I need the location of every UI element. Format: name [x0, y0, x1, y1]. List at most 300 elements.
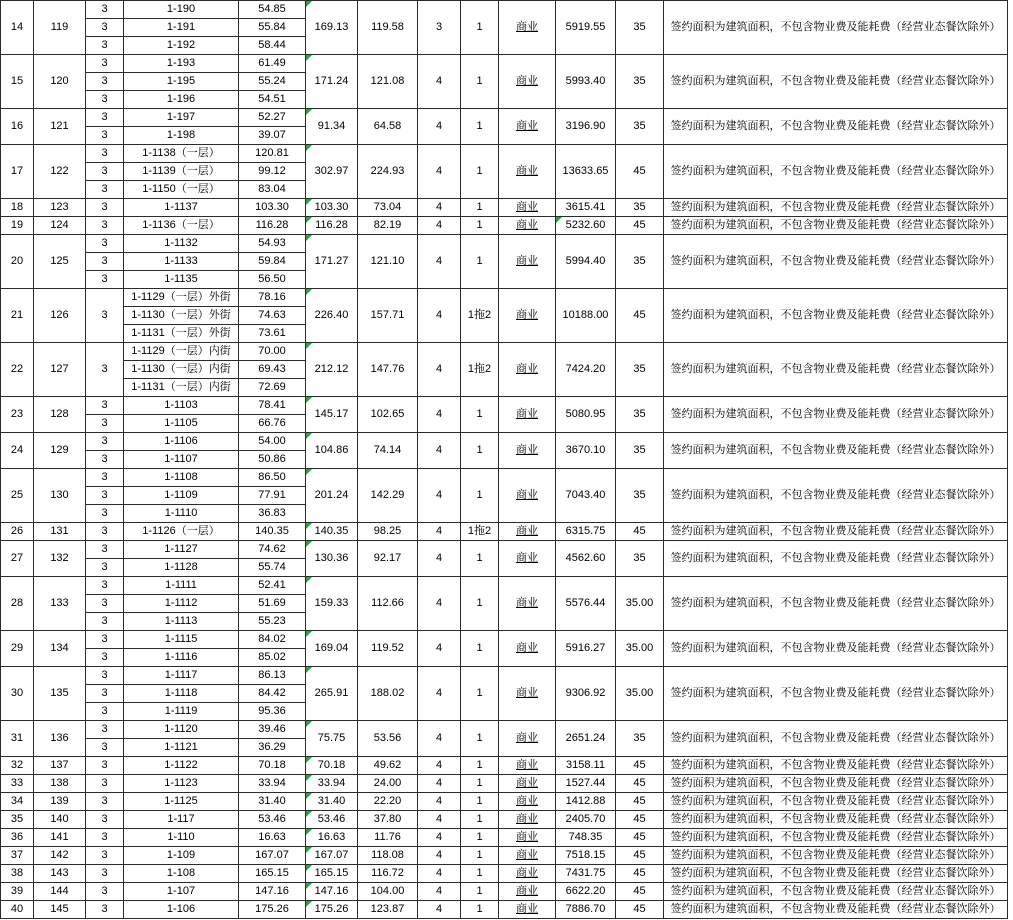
cell-unit-area[interactable] — [239, 847, 306, 865]
cell-building[interactable] — [86, 37, 124, 55]
cell-group-no[interactable] — [34, 541, 86, 577]
cell-building[interactable] — [86, 703, 124, 721]
cell-unit-code[interactable] — [124, 361, 239, 379]
cell-building[interactable] — [86, 109, 124, 127]
cell-note[interactable] — [664, 433, 1008, 469]
cell-seq[interactable] — [1, 865, 34, 883]
cell-rate[interactable] — [616, 523, 664, 541]
cell-layout[interactable] — [461, 433, 499, 469]
cell-unit-area[interactable] — [239, 163, 306, 181]
cell-unit-area[interactable] — [239, 271, 306, 289]
cell-note[interactable] — [664, 793, 1008, 811]
cell-building[interactable] — [86, 289, 124, 343]
cell-unit-area[interactable] — [239, 541, 306, 559]
cell-unit-area[interactable] — [239, 325, 306, 343]
cell-building[interactable] — [86, 181, 124, 199]
cell-group-no[interactable] — [34, 343, 86, 397]
cell-layout[interactable] — [461, 667, 499, 721]
cell-unit-code[interactable] — [124, 613, 239, 631]
cell-group-no[interactable] — [34, 775, 86, 793]
cell-unit-code[interactable] — [124, 595, 239, 613]
cell-group-no[interactable] — [34, 217, 86, 235]
cell-price[interactable] — [556, 145, 616, 199]
cell-layout[interactable] — [461, 55, 499, 109]
cell-price[interactable] — [556, 397, 616, 433]
cell-inner-area[interactable] — [358, 829, 418, 847]
cell-note[interactable] — [664, 55, 1008, 109]
cell-building[interactable] — [86, 505, 124, 523]
cell-floor[interactable] — [418, 721, 461, 757]
cell-seq[interactable] — [1, 469, 34, 523]
cell-note[interactable] — [664, 775, 1008, 793]
cell-building[interactable] — [86, 397, 124, 415]
cell-usage-type[interactable] — [499, 847, 556, 865]
cell-unit-area[interactable] — [239, 19, 306, 37]
cell-rate[interactable] — [616, 199, 664, 217]
cell-floor[interactable] — [418, 55, 461, 109]
cell-unit-area[interactable] — [239, 109, 306, 127]
cell-price[interactable] — [556, 829, 616, 847]
cell-floor[interactable] — [418, 811, 461, 829]
cell-note[interactable] — [664, 289, 1008, 343]
cell-total-area[interactable] — [306, 631, 358, 667]
cell-unit-code[interactable] — [124, 397, 239, 415]
cell-seq[interactable] — [1, 757, 34, 775]
cell-inner-area[interactable] — [358, 109, 418, 145]
cell-usage-type[interactable] — [499, 1, 556, 55]
cell-unit-code[interactable] — [124, 73, 239, 91]
cell-unit-code[interactable] — [124, 235, 239, 253]
cell-rate[interactable] — [616, 541, 664, 577]
cell-total-area[interactable] — [306, 469, 358, 523]
cell-price[interactable] — [556, 217, 616, 235]
cell-usage-type[interactable] — [499, 811, 556, 829]
cell-note[interactable] — [664, 811, 1008, 829]
cell-unit-code[interactable] — [124, 289, 239, 307]
cell-seq[interactable] — [1, 883, 34, 901]
cell-seq[interactable] — [1, 235, 34, 289]
cell-floor[interactable] — [418, 523, 461, 541]
cell-unit-code[interactable] — [124, 667, 239, 685]
cell-note[interactable] — [664, 901, 1008, 919]
cell-usage-type[interactable] — [499, 289, 556, 343]
cell-note[interactable] — [664, 757, 1008, 775]
cell-seq[interactable] — [1, 1, 34, 55]
cell-note[interactable] — [664, 631, 1008, 667]
cell-usage-type[interactable] — [499, 109, 556, 145]
cell-unit-area[interactable] — [239, 217, 306, 235]
cell-inner-area[interactable] — [358, 631, 418, 667]
cell-floor[interactable] — [418, 217, 461, 235]
cell-unit-area[interactable] — [239, 451, 306, 469]
cell-building[interactable] — [86, 19, 124, 37]
cell-note[interactable] — [664, 1, 1008, 55]
cell-price[interactable] — [556, 631, 616, 667]
cell-unit-code[interactable] — [124, 559, 239, 577]
cell-group-no[interactable] — [34, 145, 86, 199]
cell-rate[interactable] — [616, 811, 664, 829]
cell-unit-area[interactable] — [239, 739, 306, 757]
cell-group-no[interactable] — [34, 289, 86, 343]
cell-floor[interactable] — [418, 793, 461, 811]
cell-unit-code[interactable] — [124, 505, 239, 523]
cell-inner-area[interactable] — [358, 883, 418, 901]
cell-unit-code[interactable] — [124, 145, 239, 163]
cell-building[interactable] — [86, 127, 124, 145]
cell-seq[interactable] — [1, 433, 34, 469]
cell-price[interactable] — [556, 865, 616, 883]
cell-rate[interactable] — [616, 901, 664, 919]
cell-building[interactable] — [86, 55, 124, 73]
cell-group-no[interactable] — [34, 469, 86, 523]
cell-group-no[interactable] — [34, 721, 86, 757]
cell-floor[interactable] — [418, 865, 461, 883]
cell-unit-code[interactable] — [124, 829, 239, 847]
cell-rate[interactable] — [616, 667, 664, 721]
cell-usage-type[interactable] — [499, 235, 556, 289]
cell-inner-area[interactable] — [358, 901, 418, 919]
cell-price[interactable] — [556, 433, 616, 469]
cell-unit-area[interactable] — [239, 55, 306, 73]
cell-inner-area[interactable] — [358, 397, 418, 433]
cell-inner-area[interactable] — [358, 667, 418, 721]
cell-unit-area[interactable] — [239, 1, 306, 19]
cell-group-no[interactable] — [34, 631, 86, 667]
cell-usage-type[interactable] — [499, 145, 556, 199]
cell-building[interactable] — [86, 235, 124, 253]
cell-price[interactable] — [556, 793, 616, 811]
cell-inner-area[interactable] — [358, 847, 418, 865]
cell-price[interactable] — [556, 667, 616, 721]
cell-building[interactable] — [86, 883, 124, 901]
cell-unit-code[interactable] — [124, 883, 239, 901]
cell-floor[interactable] — [418, 235, 461, 289]
cell-layout[interactable] — [461, 847, 499, 865]
cell-building[interactable] — [86, 415, 124, 433]
cell-layout[interactable] — [461, 541, 499, 577]
cell-unit-code[interactable] — [124, 523, 239, 541]
cell-unit-area[interactable] — [239, 487, 306, 505]
cell-total-area[interactable] — [306, 901, 358, 919]
cell-note[interactable] — [664, 541, 1008, 577]
cell-rate[interactable] — [616, 757, 664, 775]
cell-unit-area[interactable] — [239, 721, 306, 739]
cell-rate[interactable] — [616, 55, 664, 109]
cell-total-area[interactable] — [306, 145, 358, 199]
cell-note[interactable] — [664, 721, 1008, 757]
cell-unit-area[interactable] — [239, 469, 306, 487]
cell-total-area[interactable] — [306, 289, 358, 343]
cell-unit-area[interactable] — [239, 865, 306, 883]
cell-group-no[interactable] — [34, 793, 86, 811]
cell-building[interactable] — [86, 163, 124, 181]
cell-note[interactable] — [664, 469, 1008, 523]
cell-layout[interactable] — [461, 1, 499, 55]
cell-seq[interactable] — [1, 397, 34, 433]
cell-unit-area[interactable] — [239, 127, 306, 145]
cell-note[interactable] — [664, 109, 1008, 145]
cell-inner-area[interactable] — [358, 775, 418, 793]
cell-group-no[interactable] — [34, 433, 86, 469]
cell-inner-area[interactable] — [358, 721, 418, 757]
cell-building[interactable] — [86, 145, 124, 163]
cell-unit-code[interactable] — [124, 109, 239, 127]
cell-total-area[interactable] — [306, 235, 358, 289]
cell-note[interactable] — [664, 343, 1008, 397]
cell-seq[interactable] — [1, 541, 34, 577]
cell-unit-area[interactable] — [239, 289, 306, 307]
cell-usage-type[interactable] — [499, 793, 556, 811]
cell-inner-area[interactable] — [358, 289, 418, 343]
cell-inner-area[interactable] — [358, 433, 418, 469]
cell-usage-type[interactable] — [499, 829, 556, 847]
cell-price[interactable] — [556, 55, 616, 109]
cell-total-area[interactable] — [306, 757, 358, 775]
cell-unit-code[interactable] — [124, 721, 239, 739]
cell-inner-area[interactable] — [358, 343, 418, 397]
cell-unit-code[interactable] — [124, 253, 239, 271]
cell-price[interactable] — [556, 199, 616, 217]
cell-total-area[interactable] — [306, 865, 358, 883]
cell-unit-code[interactable] — [124, 847, 239, 865]
cell-floor[interactable] — [418, 775, 461, 793]
cell-floor[interactable] — [418, 829, 461, 847]
cell-layout[interactable] — [461, 829, 499, 847]
cell-layout[interactable] — [461, 811, 499, 829]
cell-unit-code[interactable] — [124, 433, 239, 451]
cell-unit-area[interactable] — [239, 703, 306, 721]
cell-unit-code[interactable] — [124, 217, 239, 235]
cell-usage-type[interactable] — [499, 631, 556, 667]
cell-seq[interactable] — [1, 343, 34, 397]
cell-usage-type[interactable] — [499, 433, 556, 469]
cell-usage-type[interactable] — [499, 721, 556, 757]
cell-total-area[interactable] — [306, 523, 358, 541]
cell-unit-code[interactable] — [124, 901, 239, 919]
cell-building[interactable] — [86, 901, 124, 919]
cell-layout[interactable] — [461, 775, 499, 793]
cell-building[interactable] — [86, 487, 124, 505]
cell-group-no[interactable] — [34, 235, 86, 289]
cell-usage-type[interactable] — [499, 217, 556, 235]
cell-unit-area[interactable] — [239, 73, 306, 91]
cell-unit-code[interactable] — [124, 37, 239, 55]
cell-building[interactable] — [86, 253, 124, 271]
cell-inner-area[interactable] — [358, 541, 418, 577]
cell-floor[interactable] — [418, 577, 461, 631]
cell-unit-area[interactable] — [239, 811, 306, 829]
cell-inner-area[interactable] — [358, 55, 418, 109]
cell-rate[interactable] — [616, 469, 664, 523]
cell-group-no[interactable] — [34, 577, 86, 631]
cell-rate[interactable] — [616, 883, 664, 901]
cell-unit-code[interactable] — [124, 757, 239, 775]
cell-unit-code[interactable] — [124, 451, 239, 469]
cell-rate[interactable] — [616, 631, 664, 667]
cell-note[interactable] — [664, 235, 1008, 289]
cell-unit-area[interactable] — [239, 397, 306, 415]
cell-layout[interactable] — [461, 343, 499, 397]
cell-usage-type[interactable] — [499, 865, 556, 883]
cell-rate[interactable] — [616, 829, 664, 847]
cell-building[interactable] — [86, 595, 124, 613]
cell-unit-code[interactable] — [124, 631, 239, 649]
cell-layout[interactable] — [461, 235, 499, 289]
cell-usage-type[interactable] — [499, 883, 556, 901]
cell-unit-code[interactable] — [124, 811, 239, 829]
cell-seq[interactable] — [1, 721, 34, 757]
cell-floor[interactable] — [418, 397, 461, 433]
cell-total-area[interactable] — [306, 343, 358, 397]
cell-building[interactable] — [86, 469, 124, 487]
cell-total-area[interactable] — [306, 433, 358, 469]
cell-layout[interactable] — [461, 631, 499, 667]
cell-total-area[interactable] — [306, 577, 358, 631]
cell-note[interactable] — [664, 523, 1008, 541]
cell-unit-area[interactable] — [239, 91, 306, 109]
cell-floor[interactable] — [418, 901, 461, 919]
cell-unit-code[interactable] — [124, 325, 239, 343]
cell-unit-code[interactable] — [124, 541, 239, 559]
cell-unit-code[interactable] — [124, 865, 239, 883]
cell-unit-area[interactable] — [239, 415, 306, 433]
cell-price[interactable] — [556, 289, 616, 343]
cell-building[interactable] — [86, 451, 124, 469]
cell-inner-area[interactable] — [358, 199, 418, 217]
cell-layout[interactable] — [461, 523, 499, 541]
cell-note[interactable] — [664, 397, 1008, 433]
cell-unit-code[interactable] — [124, 577, 239, 595]
cell-unit-area[interactable] — [239, 307, 306, 325]
cell-unit-code[interactable] — [124, 793, 239, 811]
cell-inner-area[interactable] — [358, 1, 418, 55]
cell-seq[interactable] — [1, 775, 34, 793]
cell-price[interactable] — [556, 577, 616, 631]
cell-building[interactable] — [86, 73, 124, 91]
cell-total-area[interactable] — [306, 109, 358, 145]
cell-group-no[interactable] — [34, 397, 86, 433]
cell-group-no[interactable] — [34, 199, 86, 217]
cell-rate[interactable] — [616, 1, 664, 55]
cell-floor[interactable] — [418, 883, 461, 901]
cell-floor[interactable] — [418, 541, 461, 577]
cell-unit-area[interactable] — [239, 343, 306, 361]
cell-unit-code[interactable] — [124, 127, 239, 145]
cell-price[interactable] — [556, 901, 616, 919]
cell-unit-area[interactable] — [239, 505, 306, 523]
cell-unit-code[interactable] — [124, 55, 239, 73]
cell-unit-code[interactable] — [124, 19, 239, 37]
cell-unit-code[interactable] — [124, 685, 239, 703]
cell-layout[interactable] — [461, 883, 499, 901]
cell-group-no[interactable] — [34, 1, 86, 55]
cell-building[interactable] — [86, 217, 124, 235]
cell-building[interactable] — [86, 433, 124, 451]
cell-usage-type[interactable] — [499, 901, 556, 919]
cell-floor[interactable] — [418, 343, 461, 397]
cell-usage-type[interactable] — [499, 523, 556, 541]
cell-unit-area[interactable] — [239, 775, 306, 793]
cell-rate[interactable] — [616, 775, 664, 793]
cell-unit-area[interactable] — [239, 433, 306, 451]
cell-seq[interactable] — [1, 55, 34, 109]
cell-price[interactable] — [556, 541, 616, 577]
cell-rate[interactable] — [616, 721, 664, 757]
cell-floor[interactable] — [418, 109, 461, 145]
cell-unit-code[interactable] — [124, 379, 239, 397]
cell-unit-area[interactable] — [239, 757, 306, 775]
cell-total-area[interactable] — [306, 397, 358, 433]
cell-group-no[interactable] — [34, 667, 86, 721]
cell-unit-area[interactable] — [239, 235, 306, 253]
cell-building[interactable] — [86, 667, 124, 685]
cell-seq[interactable] — [1, 667, 34, 721]
cell-total-area[interactable] — [306, 199, 358, 217]
cell-building[interactable] — [86, 865, 124, 883]
cell-floor[interactable] — [418, 145, 461, 199]
cell-layout[interactable] — [461, 217, 499, 235]
cell-rate[interactable] — [616, 235, 664, 289]
cell-note[interactable] — [664, 667, 1008, 721]
cell-unit-code[interactable] — [124, 739, 239, 757]
cell-floor[interactable] — [418, 631, 461, 667]
cell-unit-area[interactable] — [239, 523, 306, 541]
cell-layout[interactable] — [461, 865, 499, 883]
cell-unit-area[interactable] — [239, 145, 306, 163]
cell-usage-type[interactable] — [499, 343, 556, 397]
cell-rate[interactable] — [616, 217, 664, 235]
cell-seq[interactable] — [1, 145, 34, 199]
cell-building[interactable] — [86, 613, 124, 631]
cell-price[interactable] — [556, 235, 616, 289]
cell-group-no[interactable] — [34, 829, 86, 847]
cell-building[interactable] — [86, 847, 124, 865]
cell-note[interactable] — [664, 847, 1008, 865]
cell-building[interactable] — [86, 685, 124, 703]
cell-building[interactable] — [86, 793, 124, 811]
cell-layout[interactable] — [461, 397, 499, 433]
cell-total-area[interactable] — [306, 775, 358, 793]
cell-total-area[interactable] — [306, 847, 358, 865]
cell-layout[interactable] — [461, 199, 499, 217]
cell-price[interactable] — [556, 811, 616, 829]
cell-rate[interactable] — [616, 397, 664, 433]
cell-price[interactable] — [556, 469, 616, 523]
cell-unit-area[interactable] — [239, 379, 306, 397]
cell-total-area[interactable] — [306, 811, 358, 829]
cell-unit-code[interactable] — [124, 181, 239, 199]
cell-usage-type[interactable] — [499, 55, 556, 109]
cell-seq[interactable] — [1, 847, 34, 865]
cell-unit-code[interactable] — [124, 469, 239, 487]
cell-inner-area[interactable] — [358, 793, 418, 811]
cell-seq[interactable] — [1, 811, 34, 829]
cell-unit-area[interactable] — [239, 37, 306, 55]
cell-note[interactable] — [664, 577, 1008, 631]
cell-rate[interactable] — [616, 145, 664, 199]
cell-unit-area[interactable] — [239, 253, 306, 271]
cell-group-no[interactable] — [34, 883, 86, 901]
cell-unit-area[interactable] — [239, 829, 306, 847]
cell-floor[interactable] — [418, 667, 461, 721]
cell-building[interactable] — [86, 829, 124, 847]
cell-rate[interactable] — [616, 109, 664, 145]
cell-rate[interactable] — [616, 793, 664, 811]
cell-building[interactable] — [86, 541, 124, 559]
cell-inner-area[interactable] — [358, 217, 418, 235]
cell-unit-code[interactable] — [124, 271, 239, 289]
cell-rate[interactable] — [616, 433, 664, 469]
